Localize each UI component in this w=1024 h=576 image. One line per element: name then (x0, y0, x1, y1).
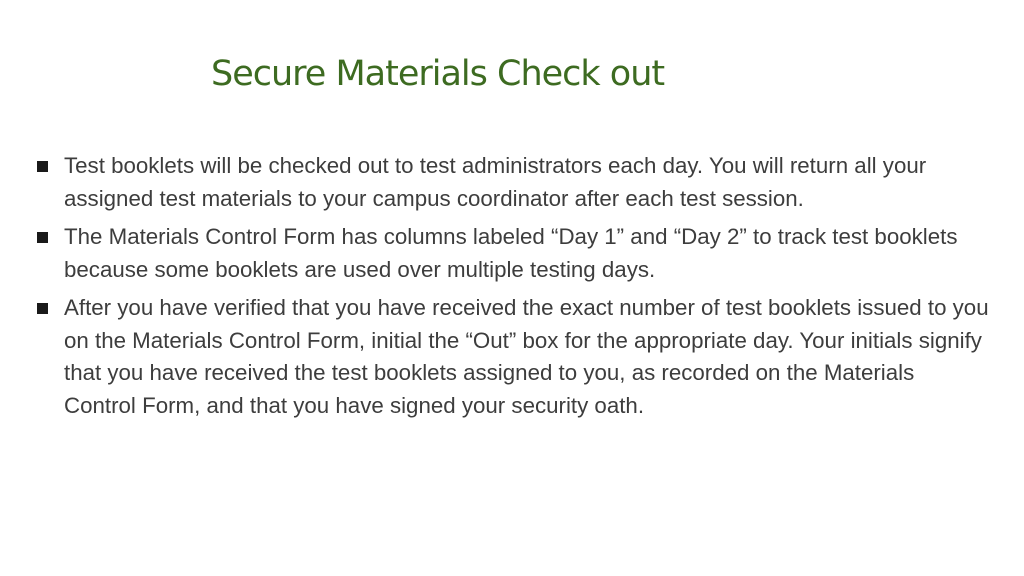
bullet-text: The Materials Control Form has columns labeled “Day 1” and “Day 2” to track test booklets because some booklets are used over multiple testing days. (64, 224, 958, 282)
slide-title: Secure Materials Check out (211, 54, 665, 94)
bullet-item (32, 221, 992, 286)
square-bullet-icon (37, 232, 48, 243)
bullet-item (32, 292, 992, 422)
bullet-text: After you have verified that you have received the exact number of test booklets issued to you on the Materials Control Form, initial the “Out” box for the appropriate day. Your initials signify that you have received the test booklets assigned to you, as recorded on the Materials Control Form, and that you have signed your security oath. (64, 295, 989, 418)
square-bullet-icon (37, 161, 48, 172)
square-bullet-icon (37, 303, 48, 314)
bullet-list (32, 150, 992, 428)
bullet-item (32, 150, 992, 215)
bullet-text: Test booklets will be checked out to test administrators each day. You will return all your assigned test materials to your campus coordinator after each test session. (64, 153, 927, 211)
